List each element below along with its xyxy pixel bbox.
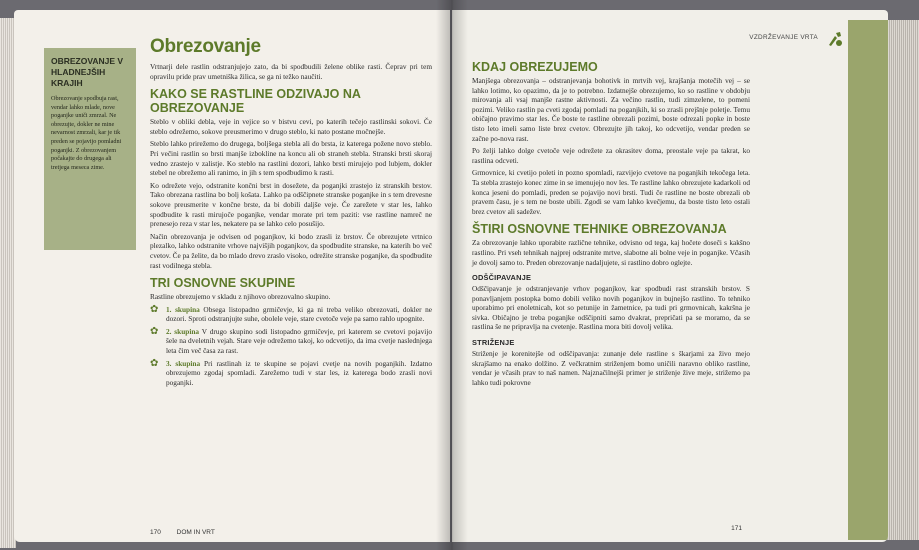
page-title: Obrezovanje — [150, 36, 261, 57]
techniques-intro: Za obrezovanje lahko uporabite različne tehnike, odvisno od tega, kaj hočete doseči s kakšno rastlino. Pri vseh tehnikah najprej odstranite mrtve, slabotne ali bolne veje in poganjke. Včasih je dovolj samo to. Preden obrezovanje nadaljujete, si rastlino dobro oglejte. — [472, 238, 750, 267]
paragraph: Steblo v obliki debla, veje in vejice so v bistvu cevi, po katerih tečejo rastlinski sokovi. Če steblo odrežemo, sokove preusmerimo v drugo steblo, ki nato postane močnejše. — [150, 117, 432, 136]
section-heading-when: KDAJ OBREZUJEMO — [472, 60, 598, 74]
subheading-shearing: STRIŽENJE — [472, 338, 515, 348]
intro-paragraph: Vrtnarji dele rastlin odstranjujejo zato, da bi spodbudili želene oblike rasti. Čeprav pri tem opravilu pride prav umetniška žilica, se ga ni težko naučiti. — [150, 62, 432, 81]
sidebar-text: Obrezovanje spodbuja rast, vendar lahko mlade, nove poganjke uniči zmrzal. Ne obrezujte, dokler ne mine nevarnost zmrzali, kar je tik preden se pojavijo pomladni poganjki. Z obrezovanjem počakajte do drugega ali tretjega meseca zime. — [51, 95, 122, 171]
section-heading-response: KAKO SE RASTLINE ODZIVAJO NA OBREZOVANJE — [150, 87, 361, 116]
pinching-text: Odščipavanje je odstranjevanje vrhov poganjkov, kar spodbudi rast stranskih brstov. S ponavljanjem postopka bomo dobili veliko novih poganjkov in bujnejšo rastlino. To tehniko uporabimo pri enoletnicah, kot so petunije in žametnice, pa tudi pri grmovnicah, kakršna je sivka. Običajno je treba poganjke odščipniti samo dvakrat, prepričati pa se moramo, da se rastlina še ne pripravlja na cvetenje. Rastlina mora biti dovolj velika. — [472, 284, 750, 332]
flower-icon: ✿ — [150, 357, 159, 369]
sidebar-box — [44, 48, 136, 250]
flower-icon: ✿ — [150, 303, 159, 315]
tab-strip — [848, 20, 888, 540]
item-text: Pri rastlinah iz te skupine se pojavi cvetje na novih poganjkih. Izdatno obrezujemo zgodaj spomladi. Zarežemo tudi v star les, iz katerega bodo zrasli novi poganjki. — [166, 358, 433, 387]
garden-tools-icon — [826, 30, 844, 48]
left-footer — [150, 529, 229, 536]
left-page — [14, 10, 450, 542]
list-item — [150, 327, 432, 356]
right-main-column — [472, 54, 750, 390]
running-head: VZDRŽEVANJE VRTA — [749, 34, 818, 41]
paragraph: Po želji lahko dolge cvetoče veje odrežete za okrasitev doma, preostale veje pa takrat, ko rastlina odcveti. — [472, 146, 750, 165]
right-footer — [731, 525, 742, 532]
right-page-edges — [886, 20, 919, 540]
right-page — [452, 10, 888, 542]
paragraph: Steblo lahko prirežemo do drugega, boljšega stebla ali do brsta, iz katerega požene novo steblo. Pri večini rastlin so brsti manjše izbokline na koncu ali ob straneh stebla. Stranski brsti skoraj vedno zrastejo v zalistje. Ko steblo na rastlini dozori, lahko brsti mirujejo pod lubjem, dokler stebel ne obrežemo ali ranimo, in jih s tem spodbudimo k rasti. — [150, 139, 432, 178]
left-main-column — [150, 36, 432, 390]
list-item — [150, 359, 432, 388]
shearing-text: Striženje je korenitejše od odščipavanja: zunanje dele rastline s škarjami za živo mejo skrajšamo na enako dolžino. Z večkratnim striženjem bomo uničili naravno obliko rastline, vendar je včasih prav to naš namen. Najznačilnejši primer je striženje žive meje, strižemo pa lahko tudi pokrovne — [472, 349, 750, 387]
list-item — [150, 305, 432, 324]
page-number: 170 — [150, 529, 161, 536]
item-label: 2. skupina — [166, 326, 200, 336]
item-label: 3. skupina — [166, 358, 201, 368]
magazine-name: DOM IN VRT — [176, 529, 215, 536]
flower-icon: ✿ — [150, 325, 159, 337]
section-heading-groups: TRI OSNOVNE SKUPINE — [150, 276, 296, 291]
item-label: 1. skupina — [166, 304, 200, 314]
paragraph: Grmovnice, ki cvetijo poleti in pozno spomladi, razvijejo cvetove na poganjkih tekočega leta. Ta stebla zrastejo konec zime in se imenujejo nov les. Te rastline lahko obrezujete kadarkoli od konca jeseni do pomladi, preden se pojavijo novi brsti. Tudi če rastline ne boste obrezali ob pravem času, je s tem ne boste ubili. Zgodi se vam lahko kvečjemu, da boste tisto leto ostali brez cvetov ali sadežev. — [472, 168, 750, 216]
subheading-pinching: ODŠČIPAVANJE — [472, 273, 532, 283]
groups-intro: Rastline obrezujemo v skladu z njihovo obrezovalno skupino. — [150, 292, 331, 302]
paragraph: Manjšega obrezovanja – odstranjevanja bohotivk in mrtvih vej, krajšanja motečih vej – se lahko lotimo, ko opazimo, da je to potrebno. Izdatnejše obrezujemo, ko so rastline v obdobju mirovanja ali vsaj manjše rastne aktivnosti. Za večino rastlin, tudi zimzelene, to pomeni pozimi. Veliko rastlin pa cveti zgodaj pomladi na poganjkih, ki so zrasli prejšnje poletje. Temu običajno pravimo star les. Če boste te rastline obrezali pozimi, boste odrezali popke in boste tisto leto imeli samo liste brez cvetov. Obrezujte jih takoj, ko odcvetijo, vendar preden se začne po-nova rast. — [472, 76, 750, 143]
section-heading-techniques: ŠTIRI OSNOVNE TEHNIKE OBREZOVANJA — [472, 222, 727, 237]
item-text: V drugo skupino sodi listopadno grmičevje, pri katerem se cvetovi pojavijo šele na dveletnih vejah. Stare veje odrežemo takoj, ko odcvetijo, da ima cvetje naslednjega leta čim več časa za rast. — [166, 326, 433, 356]
page-number: 171 — [731, 525, 742, 532]
paragraph: Način obrezovanja je odvisen od poganjkov, ki bodo zrasli iz brstov. Če obrezujete vrtnico plezalko, lahko odstranite vrhove najvišjih poganjkov, da spodbudite stranske, na katerih bo več cvetov. Če pa želite, da bo mlado drevo zraslo visoko, odrežite stranske poganjke, da spodbudite rast vodilnega stebla. — [150, 231, 432, 270]
item-text: Obsega listopadno grmičevje, ki ga ni treba veliko obrezovati, dokler ne dozori. Sproti odstranjujte suhe, obolele veje, stare cvetoče veje pa samo rahlo upognite. — [166, 304, 432, 324]
sidebar-title: OBREZOVANJE V HLADNEJŠIH KRAJIH — [51, 56, 124, 88]
paragraph: Ko odrežete vejo, odstranite končni brst in dosežete, da poganjki zrastejo iz stranskih brstov. Tako obrezana rastlina bo bolj košata. Lahko pa odščipnete stranske poganjke in s tem drevesne sokove preusmerite v končne brste, da bi dobili daljše veje. Če zarežete v star les, lahko spodbudite k rasti mirujoče poganjke, vendar morate pri tem paziti: vse rastline namreč ne prenesejo reza v star les, nekatere pa se lahko celo posušijo. — [150, 180, 432, 229]
